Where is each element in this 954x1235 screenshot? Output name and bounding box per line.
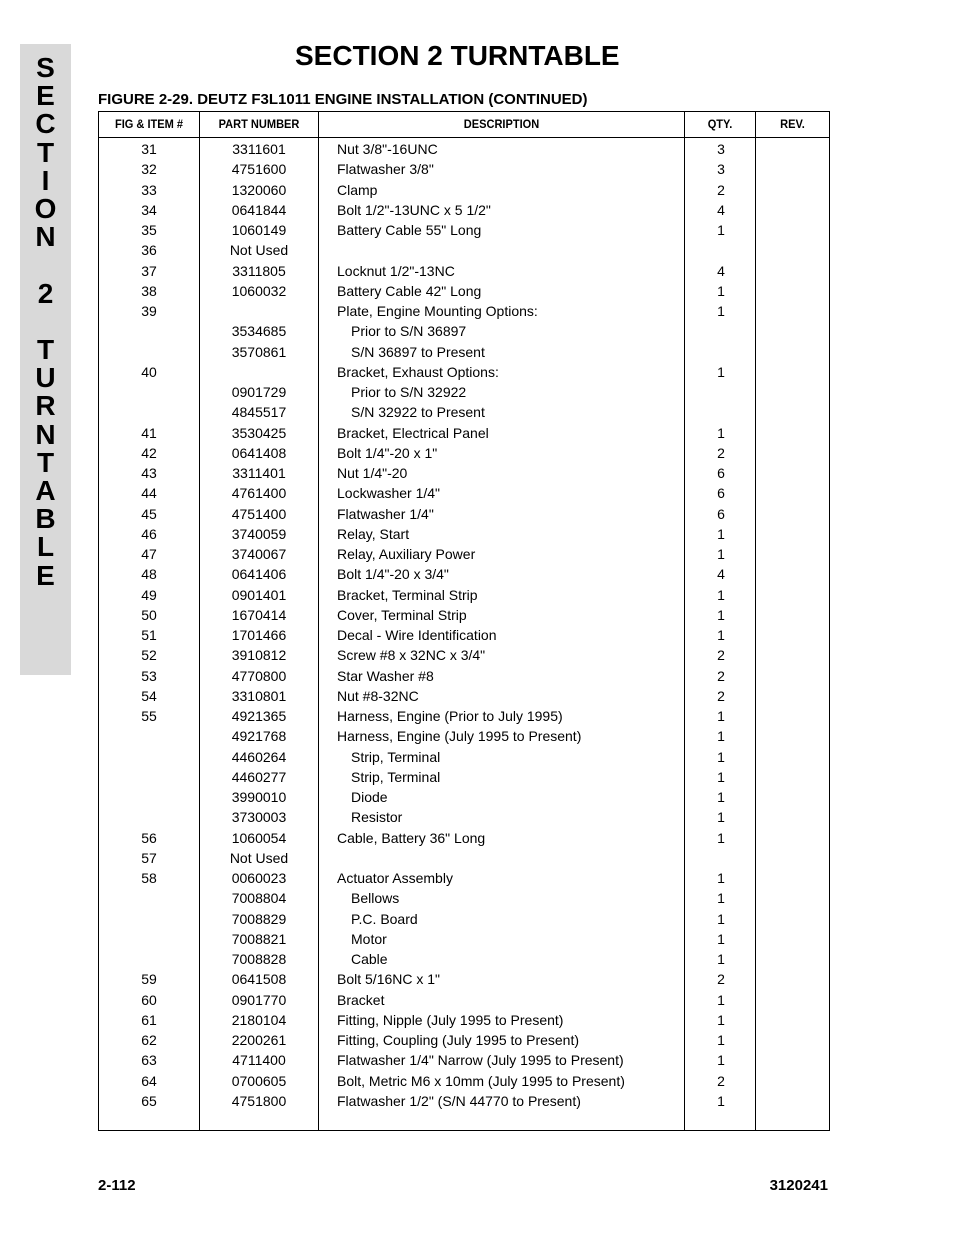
part-number-cell: 7008829 [231, 910, 287, 927]
fig-item-cell: 37 [141, 262, 157, 279]
description-cell: Fitting, Nipple (July 1995 to Present) [337, 1011, 564, 1028]
fig-item-cell: 47 [141, 546, 157, 562]
part-number-cell: 7008821 [231, 930, 287, 947]
table-row [99, 161, 829, 181]
qty-cell: 1 [717, 1052, 725, 1069]
qty-cell: 4 [717, 566, 725, 583]
qty-cell: 1 [717, 870, 725, 886]
part-number-cell: 4460277 [231, 768, 287, 785]
part-number-cell: Not Used [229, 849, 289, 866]
table-row [99, 749, 829, 769]
qty-cell: 1 [717, 303, 725, 319]
table-row [99, 587, 829, 607]
description-cell: Resistor [351, 809, 403, 826]
table-row [99, 728, 829, 748]
part-number-cell: 3534685 [231, 323, 287, 340]
fig-item-cell: 54 [141, 687, 157, 704]
table-row [99, 870, 829, 890]
description-cell: Prior to S/N 32922 [351, 384, 467, 400]
description-cell: Battery Cable 55" Long [337, 222, 482, 238]
page-number: 2-112 [98, 1177, 136, 1194]
table-row [99, 627, 829, 647]
table-row [99, 202, 829, 222]
part-number-cell: 0641844 [231, 201, 287, 218]
description-cell: Bolt, Metric M6 x 10mm (July 1995 to Present) [337, 1072, 625, 1089]
side-tab-letter: L [36, 531, 55, 563]
description-cell: Cable [351, 951, 388, 967]
side-tab-letter: B [35, 503, 56, 535]
qty-cell: 1 [717, 586, 725, 603]
qty-cell: 2 [717, 687, 725, 704]
fig-item-cell: 45 [141, 505, 157, 522]
description-cell: S/N 36897 to Present [351, 343, 485, 360]
qty-cell: 2 [717, 1072, 725, 1089]
qty-cell: 1 [717, 930, 725, 947]
part-number-cell: 4770800 [231, 667, 287, 684]
part-number-cell: 4751600 [231, 161, 287, 178]
part-number-cell: 0641508 [231, 971, 287, 988]
fig-item-cell: 34 [141, 201, 157, 218]
qty-cell: 1 [717, 910, 725, 927]
description-cell: Diode [351, 789, 388, 805]
part-number-cell: 3910812 [231, 647, 287, 664]
part-number-cell: 3530425 [231, 424, 287, 441]
section-side-tab [20, 44, 71, 675]
table-row [99, 465, 829, 485]
fig-item-cell: 52 [141, 647, 157, 664]
description-cell: Relay, Start [337, 525, 410, 542]
fig-item-cell: 48 [141, 566, 157, 583]
qty-cell: 2 [717, 971, 725, 988]
qty-cell: 1 [717, 809, 725, 826]
qty-cell: 1 [717, 363, 725, 380]
qty-cell: 1 [717, 748, 725, 765]
qty-cell: 1 [717, 1032, 725, 1048]
table-row [99, 971, 829, 991]
part-number-cell: 4751800 [231, 1092, 287, 1109]
description-cell: Flatwasher 1/4" [337, 505, 434, 522]
fig-item-cell: 65 [141, 1092, 157, 1109]
description-cell: Flatwasher 1/2" (S/N 44770 to Present) [337, 1092, 581, 1109]
table-row [99, 222, 829, 242]
description-cell: Clamp [337, 181, 378, 198]
side-tab-letter: E [36, 559, 55, 591]
fig-item-cell: 31 [141, 141, 157, 157]
part-number-cell: 3311401 [232, 465, 286, 481]
fig-item-cell: 64 [141, 1072, 157, 1089]
table-row [99, 890, 829, 910]
side-tab-letter: U [35, 362, 56, 394]
header-part-number: PART NUMBER [218, 117, 300, 131]
table-row [99, 1032, 829, 1052]
part-number-cell: 0901770 [231, 991, 287, 1008]
part-number-cell: 1320060 [231, 181, 287, 198]
fig-item-cell: 32 [141, 161, 157, 178]
qty-cell: 6 [717, 485, 725, 502]
part-number-cell: 3740067 [231, 546, 287, 562]
fig-item-cell: 53 [141, 667, 157, 684]
qty-cell: 6 [717, 505, 725, 522]
part-number-cell: 2180104 [231, 1011, 287, 1028]
qty-cell: 2 [717, 181, 725, 198]
qty-cell: 1 [717, 525, 725, 542]
table-row [99, 141, 829, 161]
description-cell: Bolt 1/4"-20 x 3/4" [337, 566, 449, 583]
table-row [99, 931, 829, 951]
fig-item-cell: 35 [141, 222, 157, 238]
fig-item-cell: 41 [141, 424, 157, 441]
description-cell: Prior to S/N 36897 [351, 323, 467, 340]
qty-cell: 1 [717, 768, 725, 785]
description-cell: Nut 1/4"-20 [337, 465, 408, 481]
side-tab-letter: C [35, 108, 56, 140]
description-cell: Decal - Wire Identification [337, 627, 497, 643]
qty-cell: 2 [717, 647, 725, 664]
table-row [99, 688, 829, 708]
description-cell: Screw #8 x 32NC x 3/4" [337, 647, 486, 664]
description-cell: Bolt 1/2"-13UNC x 5 1/2" [337, 201, 491, 218]
table-row [99, 850, 829, 870]
side-tab-letter: T [36, 334, 55, 365]
side-tab-letter: T [36, 136, 55, 168]
description-cell: Nut #8-32NC [337, 687, 419, 704]
side-tab-letter: 2 [37, 277, 54, 309]
fig-item-cell: 33 [141, 181, 157, 198]
table-row [99, 911, 829, 931]
part-number-cell: 4761400 [231, 485, 287, 502]
table-row [99, 951, 829, 971]
part-number-cell: 1060032 [231, 282, 287, 299]
description-cell: Flatwasher 3/8" [337, 161, 434, 178]
part-number-cell: 0901729 [231, 384, 287, 400]
section-title: SECTION 2 TURNTABLE [295, 40, 620, 71]
description-cell: Plate, Engine Mounting Options: [337, 303, 538, 319]
table-row [99, 1073, 829, 1093]
qty-cell: 1 [717, 1011, 725, 1028]
fig-item-cell: 49 [141, 586, 157, 603]
description-cell: Harness, Engine (Prior to July 1995) [337, 708, 563, 724]
description-cell: Flatwasher 1/4" Narrow (July 1995 to Present) [337, 1052, 624, 1069]
qty-cell: 4 [717, 201, 725, 218]
part-number-cell: 3740059 [231, 525, 287, 542]
qty-cell: 1 [717, 222, 725, 238]
table-row [99, 607, 829, 627]
fig-item-cell: 44 [141, 485, 157, 502]
part-number-cell: 4460264 [231, 748, 287, 765]
description-cell: Motor [351, 930, 387, 947]
part-number-cell: 0060023 [231, 870, 287, 886]
table-row [99, 789, 829, 809]
description-cell: Bracket, Exhaust Options: [337, 363, 499, 380]
fig-item-cell: 50 [141, 606, 157, 623]
qty-cell: 1 [717, 890, 725, 907]
fig-item-cell: 61 [141, 1011, 157, 1028]
part-number-cell: 1701466 [231, 627, 287, 643]
qty-cell: 2 [717, 444, 725, 461]
document-number: 3120241 [769, 1177, 828, 1194]
header-qty: QTY. [707, 117, 733, 131]
qty-cell: 3 [717, 161, 725, 178]
part-number-cell: 4711400 [232, 1052, 286, 1069]
part-number-cell: 3570861 [231, 343, 287, 360]
side-tab-letter: T [36, 446, 55, 478]
side-tab-letter: N [35, 418, 56, 450]
table-row [99, 364, 829, 384]
side-tab-letter: A [35, 475, 56, 506]
table-row [99, 809, 829, 829]
table-row [99, 384, 829, 404]
side-tab-letter: S [36, 52, 55, 83]
table-row [99, 708, 829, 728]
table-row [99, 1012, 829, 1032]
description-cell: Cover, Terminal Strip [337, 606, 467, 623]
qty-cell: 1 [717, 546, 725, 562]
description-cell: Bellows [351, 890, 400, 907]
qty-cell: 1 [717, 606, 725, 623]
fig-item-cell: 59 [141, 971, 157, 988]
description-cell: Harness, Engine (July 1995 to Present) [337, 728, 582, 745]
fig-item-cell: 57 [141, 849, 157, 866]
description-cell: Nut 3/8"-16UNC [337, 141, 438, 157]
table-row [99, 668, 829, 688]
part-number-cell: 4845517 [231, 404, 287, 421]
fig-item-cell: 58 [141, 870, 157, 886]
parts-table [98, 111, 830, 1131]
part-number-cell: 0641406 [231, 566, 287, 583]
figure-title: FIGURE 2-29. DEUTZ F3L1011 ENGINE INSTALLATION (CONTINUED) [98, 91, 588, 108]
table-row [99, 445, 829, 465]
header-rev: REV. [780, 117, 805, 131]
description-cell: Bracket, Electrical Panel [337, 424, 489, 441]
qty-cell: 1 [717, 1092, 725, 1109]
fig-item-cell: 39 [141, 303, 157, 319]
part-number-cell: 3311601 [232, 141, 286, 157]
description-cell: Actuator Assembly [337, 870, 453, 886]
table-row [99, 182, 829, 202]
table-row [99, 404, 829, 424]
qty-cell: 3 [717, 141, 725, 157]
part-number-cell: 0641408 [231, 444, 287, 461]
table-row [99, 242, 829, 262]
table-row [99, 566, 829, 586]
table-row [99, 526, 829, 546]
description-cell: Battery Cable 42" Long [337, 282, 482, 299]
qty-cell: 1 [717, 708, 725, 724]
description-cell: Cable, Battery 36" Long [337, 829, 486, 846]
description-cell: S/N 32922 to Present [351, 404, 485, 421]
fig-item-cell: 60 [141, 991, 157, 1008]
qty-cell: 1 [717, 789, 725, 805]
qty-cell: 1 [717, 829, 725, 846]
description-cell: Bracket [337, 991, 385, 1008]
side-tab-letter: E [36, 80, 55, 112]
fig-item-cell: 38 [141, 282, 157, 299]
description-cell: Strip, Terminal [351, 748, 441, 765]
table-row [99, 546, 829, 566]
part-number-cell: 3311805 [232, 262, 286, 279]
header-fig-item: FIG & ITEM # [114, 117, 184, 131]
part-number-cell: 1060054 [231, 829, 287, 846]
table-row [99, 992, 829, 1012]
fig-item-cell: 46 [141, 525, 157, 542]
table-row [99, 506, 829, 526]
part-number-cell: Not Used [229, 242, 289, 259]
description-cell: Star Washer #8 [337, 667, 434, 684]
description-cell: P.C. Board [351, 910, 418, 927]
description-cell: Fitting, Coupling (July 1995 to Present) [337, 1032, 580, 1048]
fig-item-cell: 40 [141, 363, 157, 380]
qty-cell: 1 [717, 991, 725, 1008]
header-description: DESCRIPTION [463, 117, 540, 131]
qty-cell: 1 [717, 728, 725, 745]
part-number-cell: 0700605 [231, 1072, 287, 1089]
table-row [99, 1052, 829, 1072]
fig-item-cell: 55 [141, 708, 157, 724]
description-cell: Locknut 1/2"-13NC [337, 262, 455, 279]
part-number-cell: 1670414 [231, 606, 287, 623]
fig-item-cell: 63 [141, 1052, 157, 1069]
description-cell: Bolt 5/16NC x 1" [337, 971, 441, 988]
part-number-cell: 4751400 [231, 505, 287, 522]
fig-item-cell: 36 [141, 242, 157, 259]
table-row [99, 283, 829, 303]
table-row [99, 344, 829, 364]
table-row [99, 425, 829, 445]
part-number-cell: 3730003 [231, 809, 287, 826]
part-number-cell: 7008828 [231, 951, 287, 967]
table-row [99, 303, 829, 323]
fig-item-cell: 51 [141, 627, 157, 643]
qty-cell: 1 [717, 951, 725, 967]
description-cell: Lockwasher 1/4" [337, 485, 441, 502]
part-number-cell: 3310801 [231, 687, 287, 704]
fig-item-cell: 56 [141, 829, 157, 846]
description-cell: Strip, Terminal [351, 768, 441, 785]
part-number-cell: 4921365 [231, 708, 287, 724]
description-cell: Bolt 1/4"-20 x 1" [337, 444, 438, 461]
qty-cell: 4 [717, 262, 725, 279]
qty-cell: 1 [717, 424, 725, 441]
table-row [99, 647, 829, 667]
fig-item-cell: 42 [141, 444, 157, 461]
side-tab-letter: I [41, 164, 50, 196]
table-row [99, 485, 829, 505]
qty-cell: 2 [717, 667, 725, 684]
table-header [99, 112, 829, 138]
part-number-cell: 3990010 [231, 789, 287, 805]
table-row [99, 830, 829, 850]
table-row [99, 769, 829, 789]
part-number-cell: 1060149 [231, 222, 287, 238]
part-number-cell: 7008804 [231, 890, 287, 907]
qty-cell: 6 [717, 465, 725, 481]
side-tab-letter: O [34, 193, 57, 224]
part-number-cell: 0901401 [231, 586, 287, 603]
side-tab-letter: R [35, 390, 56, 422]
part-number-cell: 2200261 [231, 1032, 287, 1048]
table-row [99, 323, 829, 343]
part-number-cell: 4921768 [231, 728, 287, 745]
side-tab-letter: N [35, 221, 56, 253]
qty-cell: 1 [717, 627, 725, 643]
table-row [99, 1093, 829, 1113]
fig-item-cell: 62 [141, 1032, 157, 1048]
fig-item-cell: 43 [141, 465, 157, 481]
qty-cell: 1 [717, 282, 725, 299]
description-cell: Relay, Auxiliary Power [337, 546, 476, 562]
description-cell: Bracket, Terminal Strip [337, 586, 478, 603]
table-row [99, 263, 829, 283]
